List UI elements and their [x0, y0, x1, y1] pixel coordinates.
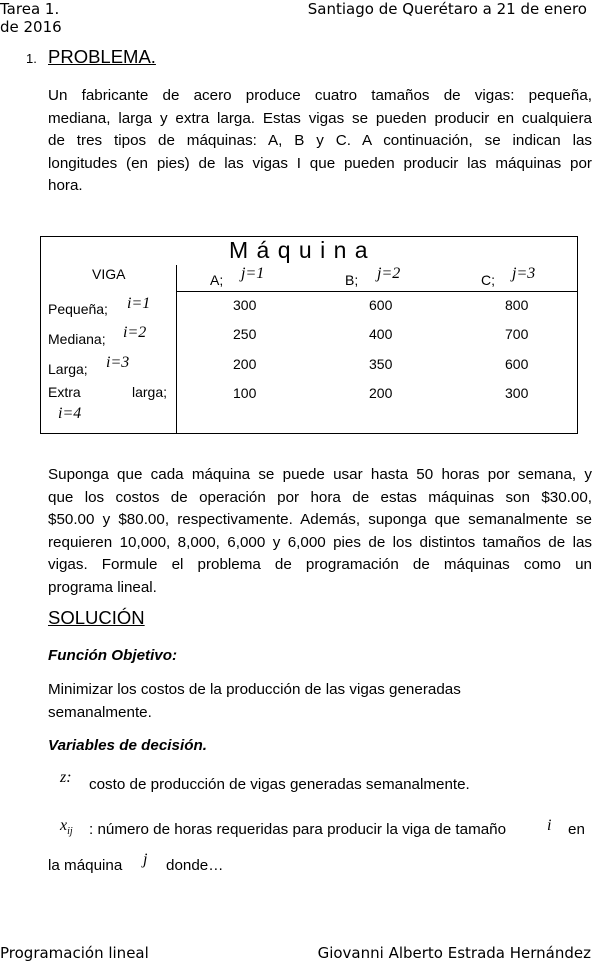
solution-heading: SOLUCIÓN: [48, 607, 145, 628]
column-label-a: A;: [210, 272, 224, 288]
table-cell: 400: [369, 326, 393, 342]
table-title: M á q u i n a: [229, 237, 369, 263]
statement-line: Suponga que cada máquina se puede usar hasta 50 horas por semana, y: [48, 466, 592, 483]
header-left-line2: de 2016: [0, 18, 62, 36]
x-definition: : número de horas requeridas para producir la viga de tamaño: [89, 821, 507, 838]
x-subscript: ij: [67, 826, 73, 838]
statement-line: programa lineal.: [48, 578, 157, 596]
objective-title: Función Objetivo:: [48, 647, 178, 664]
table-cell: 200: [369, 385, 393, 401]
footer-author: Giovanni Alberto Estrada Hernández: [317, 944, 591, 962]
intro-line: Un fabricante de acero produce cuatro tamaños de vigas: pequeña,: [48, 87, 592, 104]
table-cell: 700: [505, 326, 529, 342]
la-maquina-text: la máquina: [48, 857, 123, 874]
problem-intro: [48, 85, 592, 198]
donde-text: donde…: [166, 857, 224, 874]
column-index-a: j=1: [241, 265, 265, 282]
statement-line: vigas. Formule el problema de programación de máquinas como un: [48, 556, 592, 574]
table-cell: 600: [369, 297, 393, 313]
footer-course: Programación lineal: [0, 944, 149, 962]
table-cell: 300: [505, 385, 529, 401]
variables-title: Variables de decisión.: [48, 737, 207, 754]
j-symbol: j: [143, 851, 148, 868]
i-symbol: i: [547, 817, 552, 834]
row-label-larga-2: larga;: [132, 384, 168, 400]
problem-statement: [48, 464, 592, 600]
row-index-4: i=4: [58, 405, 82, 422]
table-cell: 800: [505, 297, 529, 313]
x-symbol: [60, 817, 73, 837]
column-label-c: C;: [481, 272, 495, 288]
objective-text: [48, 679, 592, 724]
problem-heading: PROBLEMA.: [48, 46, 156, 67]
x-variable: x: [60, 817, 68, 834]
table-cell: 300: [233, 297, 257, 313]
row-label-larga: Larga;: [48, 361, 88, 377]
statement-line: requieren 10,000, 8,000, 6,000 y 6,000 pies de los distintos tamaños de las: [48, 533, 592, 551]
column-index-c: j=3: [512, 265, 536, 282]
row-label-pequena: Pequeña;: [48, 301, 108, 317]
statement-line: $50.00 y $80.00, respectivamente. Además, suponga que semanalmente se: [48, 511, 592, 529]
row-label-extra: Extra: [48, 384, 81, 400]
z-symbol: z:: [60, 769, 72, 786]
table-cell: 250: [233, 326, 257, 342]
table-cell: 100: [233, 385, 257, 401]
intro-line: de tres tipos de máquinas: A, B y C. A continuación, se indican las: [48, 132, 592, 150]
row-index-2: i=2: [123, 324, 147, 341]
table-cell: 350: [369, 356, 393, 372]
row-index-3: i=3: [106, 354, 130, 371]
table-cell: 200: [233, 356, 257, 372]
table-divider-horizontal: [176, 291, 577, 292]
en-text: en: [568, 821, 585, 838]
statement-line: que los costos de operación por hora de estas máquinas son $30.00,: [48, 488, 592, 506]
problem-number: 1.: [26, 51, 37, 66]
intro-line: hora.: [48, 177, 83, 195]
row-label-mediana: Mediana;: [48, 331, 106, 347]
objective-line: Minimizar los costos de la producción de las vigas generadas: [48, 681, 461, 698]
z-definition: costo de producción de vigas generadas semanalmente.: [89, 776, 470, 793]
column-index-b: j=2: [377, 265, 401, 282]
table-cell: 600: [505, 356, 529, 372]
objective-line: semanalmente.: [48, 703, 152, 721]
intro-line: longitudes (en pies) de las vigas I que pueden producir las máquinas por: [48, 154, 592, 172]
header-left-line1: Tarea 1.: [0, 0, 60, 18]
row-index-1: i=1: [127, 295, 151, 312]
intro-line: mediana, larga y extra larga. Estas vigas se pueden producir en cualquiera: [48, 109, 592, 127]
column-label-b: B;: [345, 272, 359, 288]
table-row-header: VIGA: [92, 266, 126, 282]
header-course-label: [0, 0, 62, 36]
header-place-date: Santiago de Querétaro a 21 de enero: [307, 0, 587, 18]
